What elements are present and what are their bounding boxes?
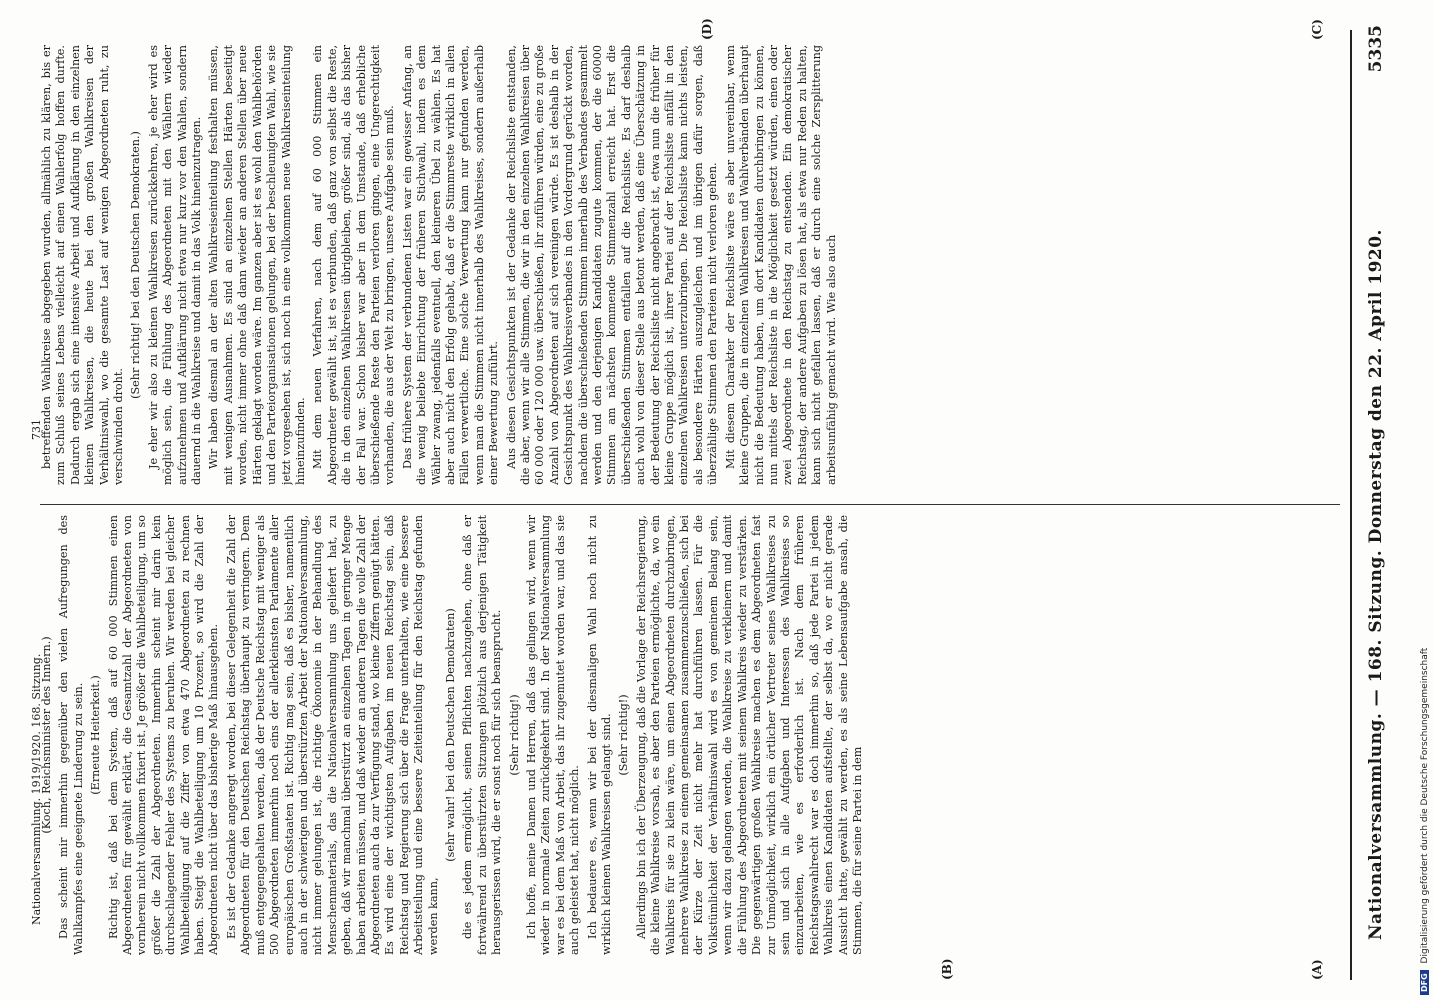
paragraph: (Sehr richtig! bei den Deutschen Demokraten.) [129,131,143,399]
paragraph: (Sehr richtig!) [507,694,521,776]
paragraph: Je eher wir also zu kleinen Wahlkreisen zurückkehren, je eher wird es möglich sein, die Fühlung des Abgeordneten mit den Wählern wieder aufzunehmen und Aufklärung nicht etwa nur kurz vor den Wahlen, sondern dauernd in die Wahlkreise und damit in das Volk hineinzutragen. [146,45,204,485]
page-header-title: Nationalversammlung. — 168. Sitzung. Donnerstag den 22. April 1920. [1366,229,1386,940]
paragraph: die es jedem ermöglicht, seinen Pflichten nachzugehen, ohne daß er fortwährend zu überstürzten Sitzungen plötzlich aus derjenigen Tätigkeit herausgerissen wird, die er sonst noch für sich beansprucht. [461,515,504,955]
column-divider [40,504,1340,505]
paragraph: Ich bedauere es, wenn wir bei der diesmaligen Wahl noch nicht zu wirklich kleinen Wahlkreisen gelangt sind. [585,515,614,955]
paragraph: Das frühere System der verbundenen Listen war ein gewisser Anfang, an die wenig beliebte Einrichtung der früheren Stichwahl, indem es dem Wähler zwang, jedenfalls eventuell, den kleineren Übel zu wählen. Es hat aber auch nicht den Erfolg gehabt, daß er die Stimmreste wirklich in allen Fällen verwertliche. Eine solche Verwertung kann nur gefunden werden, wenn man die Stimmen nicht innerhalb des Wahlkreises, sondern außerhalb einer Bewertung zuführt. [400,45,501,485]
page-number: 5335 [1366,25,1386,73]
paragraph: Mit diesem Charakter der Reichsliste wäre es aber unvereinbar, wenn kleine Gruppen, die in einzelnen Wahlkreisen und Wahlverbänden überhaupt nicht die Bedeutung haben, um dort Kandidaten durchbringen zu können, nun mittels der Reichsliste in die Möglichkeit gesetzt würden, einen oder zwei Abgeordnete in den Reichstag zu entsenden. Ein demokratischer Reichstag, der andere Aufgaben zu lösen hat, als etwa nur Reden zu halten, kann sich nicht gefallen lassen, daß er durch eine solche Zersplitterung arbeitsunfähig gemacht wird. Wie also auch [723,45,838,485]
paragraph: betreffenden Wahlkreise abgegeben wurden, allmählich zu klären, bis er zum Schluß seines Lebens vielleicht auf einen Wahlerfolg hoffen durfte. Dadurch ergab sich eine intensive Arbeit und Aufklärung in den einzelnen kleinen Wahlkreisen, die heute bei den großen Wahlkreisen der Verhältniswahl, wo die gesamte Last auf wenigen Abgeordneten ruht, zu verschwinden droht. [40,45,126,485]
header-rule [1350,30,1352,980]
footer-source: Nationalversammlung. 1919/1920. 168. Sitzung. [30,653,43,925]
dfg-logo: DFG [1420,970,1429,995]
left-text-column [40,515,1340,955]
paragraph: (sehr wahr! bei den Deutschen Demokraten) [443,608,457,862]
margin-marker-d: (D) [700,18,714,40]
margin-marker-b: (B) [940,958,954,980]
paragraph: Aus diesen Gesichtspunkten ist der Gedanke der Reichsliste entstanden, die aber, wenn wir alle Stimmen, die wir in den einzelnen Wahlkreisen über 60 000 oder 120 000 usw. überschießen, ihr zuführen würden, eine zu große Anzahl von Abgeordneten auf sich vereinigen würde. Es ist deshalb in der Gesichtspunkt des Wahlkreisverbandes in den Vordergrund gerückt worden, nachdem die überschießenden Stimmen innerhalb des Verbandes gesammelt werden und den derjenigen Kandidaten zugute kommen, der die 60000 Stimmen am nächsten kommende Stimmenzahl erreicht hat. Erst die überschießenden Stimmen entfallen auf die Reichsliste. Es darf deshalb auch wohl von dieser Stelle aus betont werden, daß eine Überschätzung in der Bedeutung der Reichsliste nicht angebracht ist, etwa nun die früher für kleine Gruppe möglich ist, ihrer Partei auf der Reichsliste anfällt in den einzelnen Wahlkreisen unterzubringen. Die Reichsliste kann nichts leisten, als besondere Härten auszugleichen und im übrigen dafür sorgen, daß überzählige Stimmen den Parteien nicht verloren gehen. [504,45,720,485]
paragraph: (Koch, Reichsminister des Innern.) [40,636,53,834]
paragraph: (Erneute Heiterkeit.) [89,675,103,795]
paragraph: Richtig ist, daß bei dem System, daß auf 60 000 Stimmen einen Abgeordneten für gewählt erklärt, die Gesamtzahl der Abgeordneten von vornherein nicht vollkommen fixiert ist. Je größer die Wahlbeteiligung, um so größer die Zahl der Abgeordneten. Immerhin scheint mir darin kein durchschlagender Fehler des Systems zu beruhen. Wir werden bei gleicher Wahlbeteiligung auf die Ziffer von etwa 470 Abgeordneten zu rechnen haben. Steigt die Wahlbeteiligung um 10 Prozent, so wird die Zahl der Abgeordneten nicht über das bisherige Maß hinausgehen. [106,515,221,955]
paragraph: (Sehr richtig!) [617,694,631,776]
right-text-column [40,45,1340,485]
paragraph: Das scheint mir immerhin gegenüber den vielen Aufregungen des Wahlkampfes eine geeignete Linderung zu sein. [57,515,85,955]
paragraph: Wir haben diesmal an der alten Wahlkreiseinteilung festhalten müssen, mit wenigen Ausnahmen. Es sind an einzelnen Stellen Härten beseitigt worden, nicht immer ohne daß dann wieder an anderen Stellen über neue Härten geklagt worden wäre. Im ganzen aber ist es wohl den Wahlbehörden und den Parteiorganisationen gelungen, bei der beschleunigten Wahl, wie sie jetzt vorgesehen ist, sich noch in eine vollkommen neue Wahlkreiseinteilung hineinzufinden. [207,45,307,485]
digitization-credit [1420,648,1430,995]
credit-text: Digitalisierung gefördert durch die Deutsche Forschungsgemeinschaft [1420,647,1430,964]
paragraph: Ich hoffe, meine Damen und Herren, daß das gelingen wird, wenn wir wieder in normale Zeiten zurückgekehrt sind. In der Nationalversammlung war es bei dem Maß von Arbeit, das ihr zugemutet worden war, und das sie auch geleistet hat, nicht möglich. [525,515,582,955]
paragraph: Allerdings bin ich der Überzeugung, daß die Vorlage der Reichsregierung, die kleine Wahlkreise vorsah, es aber den Parteien ermöglichte, da, wo ein Wahlkreis für sie zu klein wäre, um einen Abgeordneten durchzubringen, mehrere Wahlkreise zu einem gemeinsamen zusammenzuschließen, sich bei der Kürze der Zeit nicht mehr hat durchführen lassen. Für die Volkstümlichkeit der Verhältniswahl wird es von gemeinem Belang sein, wenn wir dazu gelangen werden, die Wahlkreise zu verkleinern und damit die Fühlung des Abgeordneten mit seinem Wahlkreis wieder zu verstärken. Die gegenwärtigen großen Wahlkreise machen es dem Abgeordneten fast zur Unmöglichkeit, wirklich ein örtlicher Vertreter seines Wahlkreises zu sein und sich in alle Aufgaben und Interessen des Wahlkreises so einzuarbeiten, wie es erforderlich ist. Nach dem früheren Reichstagswahlrecht war es doch immerhin so, daß jede Partei in jedem Wahlkreis einen Kandidaten aufstellte, der selbst da, wo er nicht gerade Aussicht hatte, gewählt zu werden, es als seine Lebensaufgabe ansah, die Stimmen, die für seine Partei in dem [634,515,864,955]
paragraph: Mit dem neuen Verfahren, nach dem auf 60 000 Stimmen ein Abgeordneter gewählt ist, ist es verbunden, daß ganz von selbst die Reste, die in den einzelnen Wahlkreisen übrigbleiben, größer sind, als das bisher der Fall war. Schon bisher war aber in dem Umstande, daß erhebliche überschießende Reste den Parteien verloren gingen, eine Ungerechtigkeit vorhanden, die aus der Welt zu bringen, unsere Aufgabe sein muß. [311,45,397,485]
footer-page-number: 731 [30,419,43,440]
paragraph: Es ist der Gedanke angeregt worden, bei dieser Gelegenheit die Zahl der Abgeordneten für den Deutschen Reichstag überhaupt zu verringern. Dem muß entgegengehalten werden, daß der Deutsche Reichstag mit weniger als 500 Abgeordneten immerhin noch eins der allerkleinsten Parlamente aller europäischen Großstaaten ist. Richtig mag sein, daß es bisher, namentlich auch in der schwierigen und überstürzten Arbeit der Nationalversammlung, nicht immer gelungen ist, die richtige Ökonomie in der Behandlung des Menschenmaterials, das die Nationalversammlung uns geliefert hat, zu geben, daß wir manchmal überstürzt an einzelnen Tagen in geringer Menge haben arbeiten müssen, und daß wieder an anderen Tagen die volle Zahl der Abgeordneten auch da zur Verfügung stand, wo kleine Ziffern genügt hätten. Es wird eine der wichtigsten Aufgaben im neuen Reichstag sein, daß Reichstag und Regierung sich über die Frage unterhalten, wie eine bessere Arbeitsteilung und eine bessere Zeiteinteilung für den Reichstag gefunden werden kann, [224,515,440,955]
margin-marker-a: (A) [1310,959,1324,980]
margin-marker-c: (C) [1310,19,1324,40]
